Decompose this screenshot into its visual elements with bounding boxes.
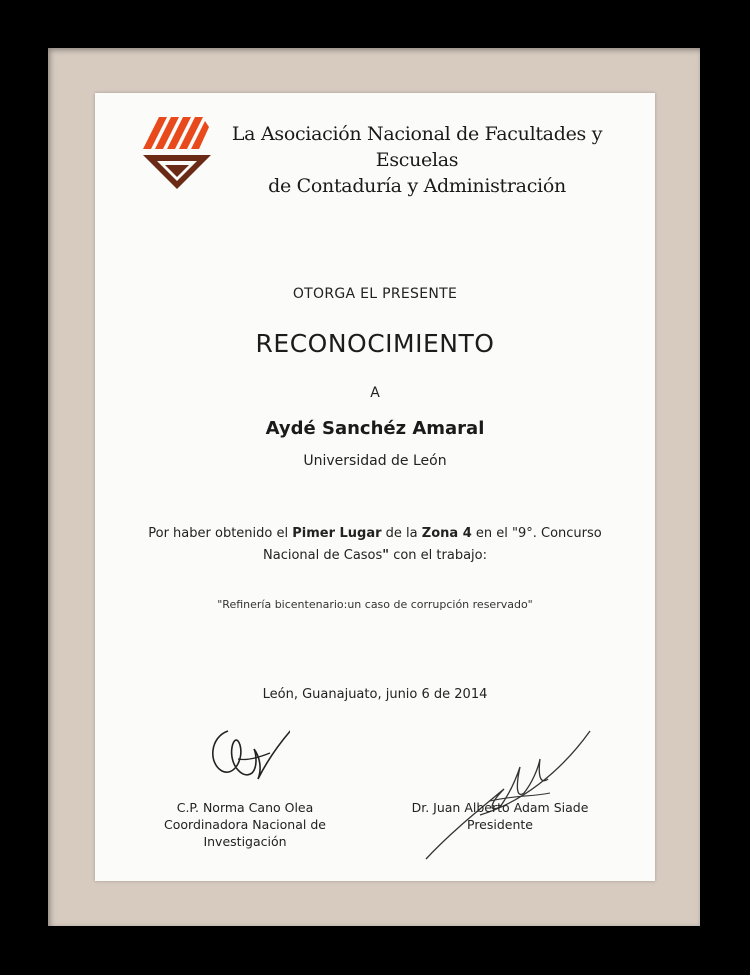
certificate-paper (95, 93, 655, 881)
signature-right-icon (420, 723, 600, 863)
award-place: Pimer Lugar (292, 526, 382, 541)
award-text-part3: en el "9°. Concurso Nacional de Casos (263, 526, 602, 563)
association-logo-icon (139, 113, 215, 191)
award-quote-close: " (382, 548, 390, 563)
award-text-part1: Por haber obtenido el (148, 526, 293, 541)
award-zone: Zona 4 (421, 526, 472, 541)
signer-left (145, 799, 345, 850)
organization-name (217, 121, 617, 199)
organization-name-line1: La Asociación Nacional de Facultades y Escuelas (231, 123, 603, 171)
award-description (123, 523, 627, 567)
signer-left-role-line1: Coordinadora Nacional de (164, 817, 326, 832)
organization-name-line2: de Contaduría y Administración (268, 175, 566, 197)
work-title: "Refinería bicentenario:un caso de corrupción reservado" (217, 598, 533, 611)
certificate-title: RECONOCIMIENTO (255, 329, 495, 358)
recipient-university: Universidad de León (303, 453, 447, 469)
recipient-name: Aydé Sanchéz Amaral (265, 418, 485, 439)
award-text-part2: de la (381, 526, 422, 541)
signer-right-role-line1: Presidente (467, 817, 533, 832)
to-label: A (370, 385, 380, 401)
signer-right-name: Dr. Juan Alberto Adam Siade (411, 800, 589, 815)
signature-left-icon (200, 723, 290, 793)
signer-left-role-line2: Investigación (203, 834, 287, 849)
date-place: León, Guanajuato, junio 6 de 2014 (262, 687, 488, 702)
otorga-text: OTORGA EL PRESENTE (292, 286, 458, 302)
signer-right (395, 799, 605, 833)
signer-left-name: C.P. Norma Cano Olea (176, 800, 314, 815)
award-text-part4: con el trabajo: (389, 548, 487, 563)
